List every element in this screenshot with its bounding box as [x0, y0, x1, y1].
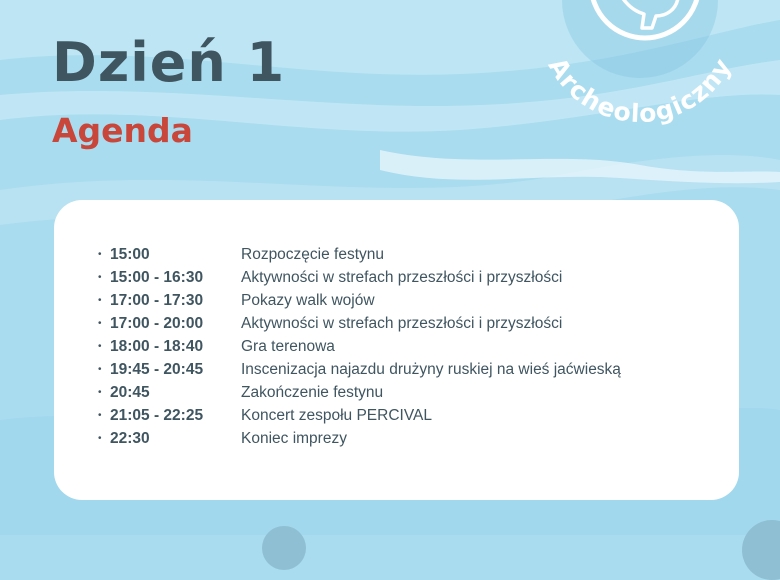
- list-item: [98, 266, 621, 289]
- agenda-event: Pokazy walk wojów: [241, 291, 375, 309]
- bullet-icon: •: [98, 410, 102, 421]
- agenda-time: 21:05 - 22:25: [110, 406, 204, 424]
- bullet-icon: •: [98, 249, 102, 260]
- agenda-time: 19:45 - 20:45: [110, 360, 204, 378]
- agenda-time: 22:30: [110, 429, 150, 447]
- agenda-event: Gra terenowa: [241, 337, 335, 355]
- agenda-time: 17:00 - 17:30: [110, 291, 204, 309]
- bullet-icon: •: [98, 433, 102, 444]
- list-item: [98, 335, 621, 358]
- agenda-card: [54, 200, 739, 500]
- agenda-time: 20:45: [110, 383, 150, 401]
- agenda-list: [98, 243, 621, 450]
- page-title: Dzień 1: [52, 31, 286, 94]
- agenda-event: Aktywności w strefach przeszłości i przyszłości: [241, 268, 563, 286]
- agenda-time: 17:00 - 20:00: [110, 314, 204, 332]
- list-item: [98, 358, 621, 381]
- decorative-circle: [262, 526, 306, 570]
- agenda-time: 15:00 - 16:30: [110, 268, 204, 286]
- agenda-event: Rozpoczęcie festynu: [241, 245, 385, 263]
- list-item: [98, 289, 621, 312]
- list-item: [98, 381, 621, 404]
- agenda-event: Koncert zespołu PERCIVAL: [241, 406, 432, 424]
- bullet-icon: •: [98, 272, 102, 283]
- bullet-icon: •: [98, 387, 102, 398]
- agenda-event: Aktywności w strefach przeszłości i przyszłości: [241, 314, 563, 332]
- agenda-event: Zakończenie festynu: [241, 383, 384, 401]
- bullet-icon: •: [98, 295, 102, 306]
- agenda-event: Koniec imprezy: [241, 429, 347, 447]
- bullet-icon: •: [98, 364, 102, 375]
- agenda-time: 15:00: [110, 245, 150, 263]
- list-item: [98, 243, 621, 266]
- festival-logo: [520, 0, 760, 130]
- logo-text: Archeologiczny: [542, 52, 738, 129]
- list-item: [98, 427, 621, 450]
- list-item: [98, 404, 621, 427]
- agenda-event: Inscenizacja najazdu drużyny ruskiej na wieś jaćwieską: [241, 360, 621, 378]
- list-item: [98, 312, 621, 335]
- bullet-icon: •: [98, 318, 102, 329]
- bullet-icon: •: [98, 341, 102, 352]
- agenda-subtitle: Agenda: [52, 111, 193, 150]
- agenda-time: 18:00 - 18:40: [110, 337, 204, 355]
